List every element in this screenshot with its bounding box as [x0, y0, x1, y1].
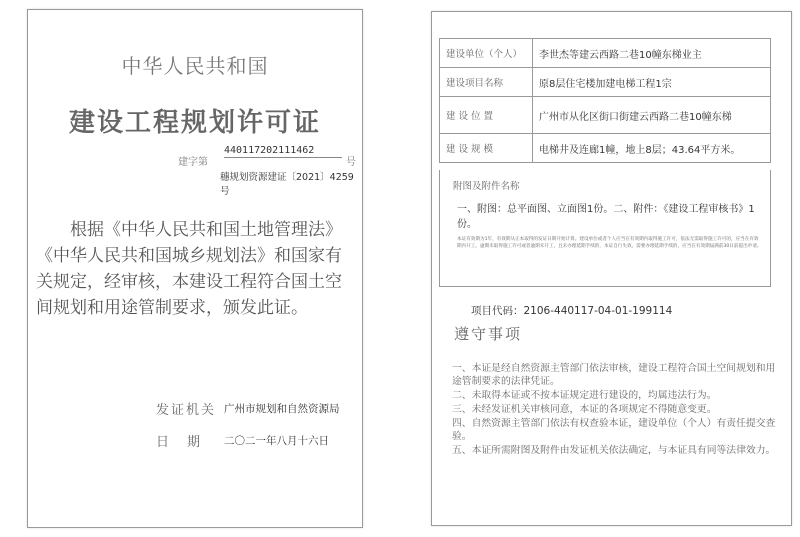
list-item: 四、自然资源主管部门依法有权查验本证，建设单位（个人）有责任提交查验。 — [452, 418, 776, 442]
table-row — [440, 97, 771, 134]
table-value: 原8层住宅楼加建电梯工程1宗 — [533, 68, 771, 97]
certificate-detail-page — [431, 11, 792, 526]
issuing-authority-value: 广州市规划和自然资源局 — [224, 403, 340, 415]
table-row — [440, 39, 771, 68]
table-label: 建 设 规 模 — [440, 134, 533, 163]
legal-basis-paragraph: 根据《中华人民共和国土地管理法》《中华人民共和国城乡规划法》和国家有关规定，经审核，本建设工程符合国土空间规划和用途管制要求，颁发此证。 — [36, 220, 342, 318]
attachments-box — [439, 170, 771, 287]
project-code: 项目代码：2106-440117-04-01-199114 — [471, 305, 673, 317]
list-item: 一、本证是经自然资源主管部门依法审核，建设工程符合国土空间规划和用途管制要求的法律凭证。 — [452, 363, 776, 387]
observe-matters-list — [452, 362, 782, 458]
certificate-number-suffix: 号 — [346, 157, 356, 168]
attachments-label: 附图及附件名称 — [453, 181, 520, 192]
issuing-country: 中华人民共和国 — [121, 54, 269, 78]
attachments-text: 一、附图：总平面图、立面图1份。二、附件：《建设工程审核书》1份。 — [457, 204, 755, 230]
certificate-title: 建设工程规划许可证 — [68, 108, 321, 138]
issue-date-label: 日期 — [156, 435, 219, 450]
list-item: 二、未取得本证或不按本证规定进行建设的，均属违法行为。 — [452, 390, 717, 401]
table-row — [440, 68, 771, 97]
certificate-number: 440117202111462 — [224, 145, 342, 158]
table-value: 广州市从化区街口街建云西路二巷10幢东梯 — [533, 97, 771, 134]
table-value: 电梯井及连廊1幢，地上8层；43.64平方米。 — [533, 134, 771, 163]
validity-note: 本证有效期为1年，有效期从正本取得的发证日期开始计算。建设单位或者个人应当在有效期内取得施工许可，依法无需取得施工许可的，应当在有效期内开工。逾期未取得施工许可或者逾期未开工，且未办理延期手续的，本证自行失效。需要办理延期手续的，应当在有效期届满前30日前提出申请。 — [457, 237, 762, 249]
table-label: 建设单位（个人） — [440, 39, 533, 68]
issuing-authority-label: 发证机关 — [156, 403, 217, 418]
table-value: 李世杰等建云西路二巷10幢东梯业主 — [533, 39, 771, 68]
table-row — [440, 134, 771, 163]
table-label: 建 设 位 置 — [440, 97, 533, 134]
certificate-number-label: 建字第 — [178, 157, 208, 168]
project-info-table — [439, 38, 771, 163]
table-label: 建设项目名称 — [440, 68, 533, 97]
observe-matters-title: 遵守事项 — [454, 325, 523, 343]
document-reference-number: 穗规划资源建证〔2021〕4259号 — [220, 172, 354, 197]
list-item: 三、未经发证机关审核同意，本证的各项规定不得随意变更。 — [452, 404, 717, 415]
list-item: 五、本证所需附图及附件由发证机关依法确定，与本证具有同等法律效力。 — [452, 445, 776, 456]
certificate-front-page — [27, 9, 363, 528]
issue-date-value: 二〇二一年八月十六日 — [224, 435, 329, 447]
